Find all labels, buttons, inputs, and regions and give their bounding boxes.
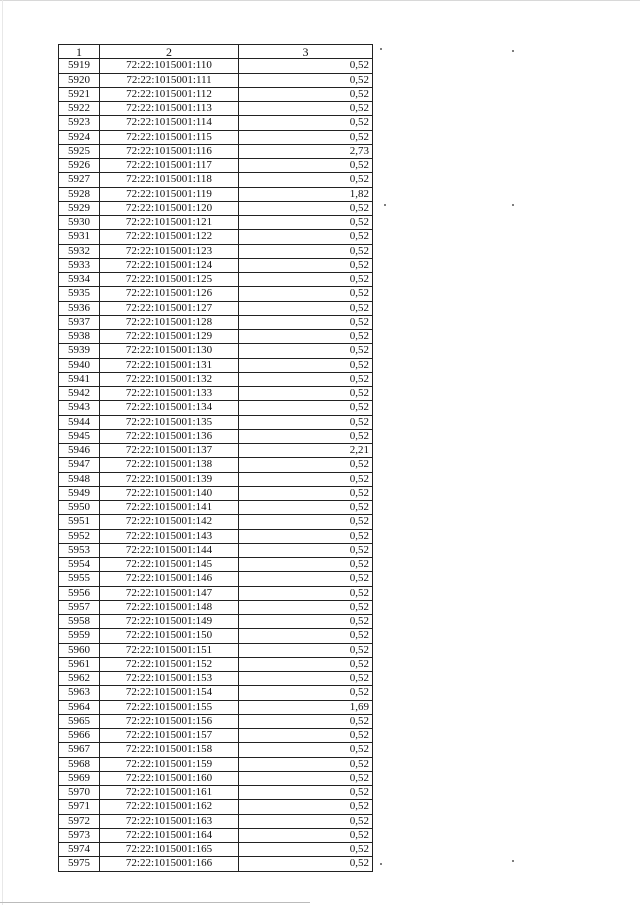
row-number-cell: 5955 — [59, 572, 100, 586]
table-row — [59, 358, 373, 372]
row-number-cell: 5971 — [59, 800, 100, 814]
row-number-cell: 5967 — [59, 743, 100, 757]
page-left-edge — [2, 0, 3, 905]
scan-speck — [512, 860, 514, 862]
cadastral-number-cell: 72:22:1015001:117 — [100, 159, 239, 173]
value-cell: 0,52 — [239, 102, 373, 116]
row-number-cell: 5930 — [59, 216, 100, 230]
cadastral-number-cell: 72:22:1015001:116 — [100, 144, 239, 158]
value-cell: 2,73 — [239, 144, 373, 158]
value-cell: 0,52 — [239, 529, 373, 543]
row-number-cell: 5972 — [59, 814, 100, 828]
scan-speck — [512, 204, 514, 206]
value-cell: 0,52 — [239, 643, 373, 657]
cadastral-number-cell: 72:22:1015001:165 — [100, 843, 239, 857]
cadastral-table — [58, 44, 373, 872]
row-number-cell: 5945 — [59, 429, 100, 443]
row-number-cell: 5964 — [59, 700, 100, 714]
table-row — [59, 757, 373, 771]
table-row — [59, 828, 373, 842]
row-number-cell: 5958 — [59, 615, 100, 629]
cadastral-number-cell: 72:22:1015001:128 — [100, 315, 239, 329]
value-cell: 0,52 — [239, 401, 373, 415]
table-body — [59, 59, 373, 871]
cadastral-number-cell: 72:22:1015001:146 — [100, 572, 239, 586]
table-row — [59, 144, 373, 158]
row-number-cell: 5942 — [59, 387, 100, 401]
table-row — [59, 472, 373, 486]
cadastral-number-cell: 72:22:1015001:148 — [100, 600, 239, 614]
row-number-cell: 5927 — [59, 173, 100, 187]
table-row — [59, 743, 373, 757]
row-number-cell: 5940 — [59, 358, 100, 372]
table-row — [59, 273, 373, 287]
row-number-cell: 5965 — [59, 714, 100, 728]
value-cell: 0,52 — [239, 130, 373, 144]
cadastral-number-cell: 72:22:1015001:136 — [100, 429, 239, 443]
row-number-cell: 5948 — [59, 472, 100, 486]
value-cell: 1,82 — [239, 187, 373, 201]
row-number-cell: 5951 — [59, 515, 100, 529]
table-row — [59, 529, 373, 543]
row-number-cell: 5946 — [59, 444, 100, 458]
cadastral-number-cell: 72:22:1015001:158 — [100, 743, 239, 757]
row-number-cell: 5959 — [59, 629, 100, 643]
row-number-cell: 5919 — [59, 59, 100, 73]
row-number-cell: 5969 — [59, 771, 100, 785]
page-top-edge — [0, 0, 640, 1]
row-number-cell: 5941 — [59, 372, 100, 386]
row-number-cell: 5928 — [59, 187, 100, 201]
value-cell: 0,52 — [239, 843, 373, 857]
cadastral-number-cell: 72:22:1015001:164 — [100, 828, 239, 842]
cadastral-number-cell: 72:22:1015001:160 — [100, 771, 239, 785]
table-row — [59, 401, 373, 415]
cadastral-number-cell: 72:22:1015001:127 — [100, 301, 239, 315]
table-row — [59, 700, 373, 714]
value-cell: 0,52 — [239, 458, 373, 472]
table-row — [59, 629, 373, 643]
value-cell: 0,52 — [239, 672, 373, 686]
value-cell: 0,52 — [239, 686, 373, 700]
table-row — [59, 486, 373, 500]
table-row — [59, 330, 373, 344]
row-number-cell: 5962 — [59, 672, 100, 686]
row-number-cell: 5937 — [59, 315, 100, 329]
table-row — [59, 857, 373, 871]
value-cell: 0,52 — [239, 273, 373, 287]
row-number-cell: 5944 — [59, 415, 100, 429]
cadastral-number-cell: 72:22:1015001:156 — [100, 714, 239, 728]
table-row — [59, 672, 373, 686]
table-row — [59, 615, 373, 629]
table-row — [59, 458, 373, 472]
cadastral-number-cell: 72:22:1015001:120 — [100, 201, 239, 215]
row-number-cell: 5939 — [59, 344, 100, 358]
scan-speck — [380, 48, 382, 50]
row-number-cell: 5954 — [59, 558, 100, 572]
row-number-cell: 5963 — [59, 686, 100, 700]
row-number-cell: 5952 — [59, 529, 100, 543]
row-number-cell: 5950 — [59, 501, 100, 515]
value-cell: 0,52 — [239, 159, 373, 173]
value-cell: 0,52 — [239, 615, 373, 629]
cadastral-number-cell: 72:22:1015001:157 — [100, 729, 239, 743]
value-cell: 0,52 — [239, 629, 373, 643]
value-cell: 0,52 — [239, 230, 373, 244]
cadastral-number-cell: 72:22:1015001:144 — [100, 543, 239, 557]
cadastral-number-cell: 72:22:1015001:133 — [100, 387, 239, 401]
table-header-row — [59, 45, 373, 59]
value-cell: 0,52 — [239, 486, 373, 500]
table-row — [59, 586, 373, 600]
table-row — [59, 429, 373, 443]
cadastral-number-cell: 72:22:1015001:149 — [100, 615, 239, 629]
table-row — [59, 187, 373, 201]
cadastral-number-cell: 72:22:1015001:162 — [100, 800, 239, 814]
cadastral-number-cell: 72:22:1015001:135 — [100, 415, 239, 429]
table-row — [59, 415, 373, 429]
value-cell: 0,52 — [239, 59, 373, 73]
column-header-2: 2 — [100, 45, 239, 59]
row-number-cell: 5929 — [59, 201, 100, 215]
table-row — [59, 387, 373, 401]
value-cell: 0,52 — [239, 714, 373, 728]
cadastral-number-cell: 72:22:1015001:143 — [100, 529, 239, 543]
cadastral-number-cell: 72:22:1015001:145 — [100, 558, 239, 572]
value-cell: 0,52 — [239, 73, 373, 87]
cadastral-number-cell: 72:22:1015001:166 — [100, 857, 239, 871]
value-cell: 0,52 — [239, 358, 373, 372]
table-row — [59, 771, 373, 785]
table-row — [59, 643, 373, 657]
cadastral-number-cell: 72:22:1015001:130 — [100, 344, 239, 358]
cadastral-number-cell: 72:22:1015001:123 — [100, 244, 239, 258]
table-row — [59, 843, 373, 857]
cadastral-number-cell: 72:22:1015001:121 — [100, 216, 239, 230]
table-row — [59, 230, 373, 244]
row-number-cell: 5923 — [59, 116, 100, 130]
cadastral-number-cell: 72:22:1015001:147 — [100, 586, 239, 600]
column-header-1: 1 — [59, 45, 100, 59]
row-number-cell: 5973 — [59, 828, 100, 842]
value-cell: 0,52 — [239, 87, 373, 101]
cadastral-number-cell: 72:22:1015001:161 — [100, 786, 239, 800]
row-number-cell: 5956 — [59, 586, 100, 600]
cadastral-number-cell: 72:22:1015001:155 — [100, 700, 239, 714]
value-cell: 0,52 — [239, 814, 373, 828]
row-number-cell: 5934 — [59, 273, 100, 287]
table-row — [59, 287, 373, 301]
row-number-cell: 5960 — [59, 643, 100, 657]
cadastral-number-cell: 72:22:1015001:138 — [100, 458, 239, 472]
value-cell: 1,69 — [239, 700, 373, 714]
table-row — [59, 216, 373, 230]
row-number-cell: 5920 — [59, 73, 100, 87]
table-row — [59, 558, 373, 572]
cadastral-number-cell: 72:22:1015001:113 — [100, 102, 239, 116]
cadastral-number-cell: 72:22:1015001:112 — [100, 87, 239, 101]
value-cell: 0,52 — [239, 743, 373, 757]
value-cell: 0,52 — [239, 330, 373, 344]
table-row — [59, 714, 373, 728]
cadastral-number-cell: 72:22:1015001:115 — [100, 130, 239, 144]
value-cell: 0,52 — [239, 173, 373, 187]
table-row — [59, 173, 373, 187]
cadastral-number-cell: 72:22:1015001:126 — [100, 287, 239, 301]
table-row — [59, 543, 373, 557]
table-row — [59, 444, 373, 458]
row-number-cell: 5968 — [59, 757, 100, 771]
value-cell: 0,52 — [239, 216, 373, 230]
cadastral-number-cell: 72:22:1015001:141 — [100, 501, 239, 515]
column-header-3: 3 — [239, 45, 373, 59]
cadastral-number-cell: 72:22:1015001:129 — [100, 330, 239, 344]
table-row — [59, 130, 373, 144]
value-cell: 0,52 — [239, 116, 373, 130]
value-cell: 0,52 — [239, 315, 373, 329]
value-cell: 0,52 — [239, 800, 373, 814]
cadastral-number-cell: 72:22:1015001:111 — [100, 73, 239, 87]
value-cell: 0,52 — [239, 558, 373, 572]
value-cell: 0,52 — [239, 472, 373, 486]
scan-speck — [512, 50, 514, 52]
table-row — [59, 301, 373, 315]
row-number-cell: 5970 — [59, 786, 100, 800]
value-cell: 0,52 — [239, 244, 373, 258]
row-number-cell: 5935 — [59, 287, 100, 301]
scan-speck — [380, 863, 382, 865]
table-row — [59, 102, 373, 116]
table-row — [59, 600, 373, 614]
cadastral-number-cell: 72:22:1015001:140 — [100, 486, 239, 500]
value-cell: 0,52 — [239, 572, 373, 586]
row-number-cell: 5933 — [59, 258, 100, 272]
cadastral-number-cell: 72:22:1015001:152 — [100, 657, 239, 671]
cadastral-number-cell: 72:22:1015001:114 — [100, 116, 239, 130]
scan-speck — [384, 204, 386, 206]
cadastral-number-cell: 72:22:1015001:153 — [100, 672, 239, 686]
value-cell: 0,52 — [239, 387, 373, 401]
cadastral-number-cell: 72:22:1015001:142 — [100, 515, 239, 529]
table-row — [59, 515, 373, 529]
table-row — [59, 87, 373, 101]
page-bottom-edge — [0, 902, 310, 903]
table-row — [59, 501, 373, 515]
row-number-cell: 5925 — [59, 144, 100, 158]
row-number-cell: 5953 — [59, 543, 100, 557]
value-cell: 0,52 — [239, 301, 373, 315]
value-cell: 0,52 — [239, 372, 373, 386]
row-number-cell: 5936 — [59, 301, 100, 315]
table-row — [59, 729, 373, 743]
row-number-cell: 5938 — [59, 330, 100, 344]
cadastral-number-cell: 72:22:1015001:118 — [100, 173, 239, 187]
cadastral-number-cell: 72:22:1015001:122 — [100, 230, 239, 244]
value-cell: 0,52 — [239, 786, 373, 800]
value-cell: 0,52 — [239, 729, 373, 743]
row-number-cell: 5926 — [59, 159, 100, 173]
cadastral-number-cell: 72:22:1015001:151 — [100, 643, 239, 657]
table-row — [59, 572, 373, 586]
cadastral-number-cell: 72:22:1015001:139 — [100, 472, 239, 486]
value-cell: 0,52 — [239, 415, 373, 429]
row-number-cell: 5966 — [59, 729, 100, 743]
value-cell: 0,52 — [239, 201, 373, 215]
cadastral-number-cell: 72:22:1015001:110 — [100, 59, 239, 73]
cadastral-number-cell: 72:22:1015001:154 — [100, 686, 239, 700]
value-cell: 2,21 — [239, 444, 373, 458]
row-number-cell: 5943 — [59, 401, 100, 415]
value-cell: 0,52 — [239, 586, 373, 600]
value-cell: 0,52 — [239, 857, 373, 871]
row-number-cell: 5949 — [59, 486, 100, 500]
table-row — [59, 73, 373, 87]
row-number-cell: 5931 — [59, 230, 100, 244]
cadastral-number-cell: 72:22:1015001:124 — [100, 258, 239, 272]
row-number-cell: 5932 — [59, 244, 100, 258]
value-cell: 0,52 — [239, 657, 373, 671]
table-row — [59, 258, 373, 272]
table-row — [59, 344, 373, 358]
cadastral-number-cell: 72:22:1015001:163 — [100, 814, 239, 828]
table-row — [59, 786, 373, 800]
cadastral-number-cell: 72:22:1015001:119 — [100, 187, 239, 201]
cadastral-number-cell: 72:22:1015001:125 — [100, 273, 239, 287]
cadastral-number-cell: 72:22:1015001:131 — [100, 358, 239, 372]
row-number-cell: 5922 — [59, 102, 100, 116]
table-row — [59, 800, 373, 814]
table-row — [59, 116, 373, 130]
row-number-cell: 5975 — [59, 857, 100, 871]
value-cell: 0,52 — [239, 258, 373, 272]
row-number-cell: 5974 — [59, 843, 100, 857]
table-row — [59, 686, 373, 700]
value-cell: 0,52 — [239, 771, 373, 785]
cadastral-number-cell: 72:22:1015001:134 — [100, 401, 239, 415]
table-row — [59, 59, 373, 73]
table-row — [59, 315, 373, 329]
cadastral-number-cell: 72:22:1015001:150 — [100, 629, 239, 643]
value-cell: 0,52 — [239, 543, 373, 557]
value-cell: 0,52 — [239, 828, 373, 842]
value-cell: 0,52 — [239, 344, 373, 358]
value-cell: 0,52 — [239, 600, 373, 614]
value-cell: 0,52 — [239, 515, 373, 529]
row-number-cell: 5947 — [59, 458, 100, 472]
cadastral-number-cell: 72:22:1015001:137 — [100, 444, 239, 458]
table-row — [59, 244, 373, 258]
value-cell: 0,52 — [239, 287, 373, 301]
row-number-cell: 5924 — [59, 130, 100, 144]
cadastral-number-cell: 72:22:1015001:132 — [100, 372, 239, 386]
value-cell: 0,52 — [239, 429, 373, 443]
table-row — [59, 372, 373, 386]
row-number-cell: 5961 — [59, 657, 100, 671]
value-cell: 0,52 — [239, 757, 373, 771]
table-row — [59, 201, 373, 215]
value-cell: 0,52 — [239, 501, 373, 515]
table-row — [59, 159, 373, 173]
table-row — [59, 814, 373, 828]
row-number-cell: 5957 — [59, 600, 100, 614]
row-number-cell: 5921 — [59, 87, 100, 101]
cadastral-number-cell: 72:22:1015001:159 — [100, 757, 239, 771]
table-row — [59, 657, 373, 671]
